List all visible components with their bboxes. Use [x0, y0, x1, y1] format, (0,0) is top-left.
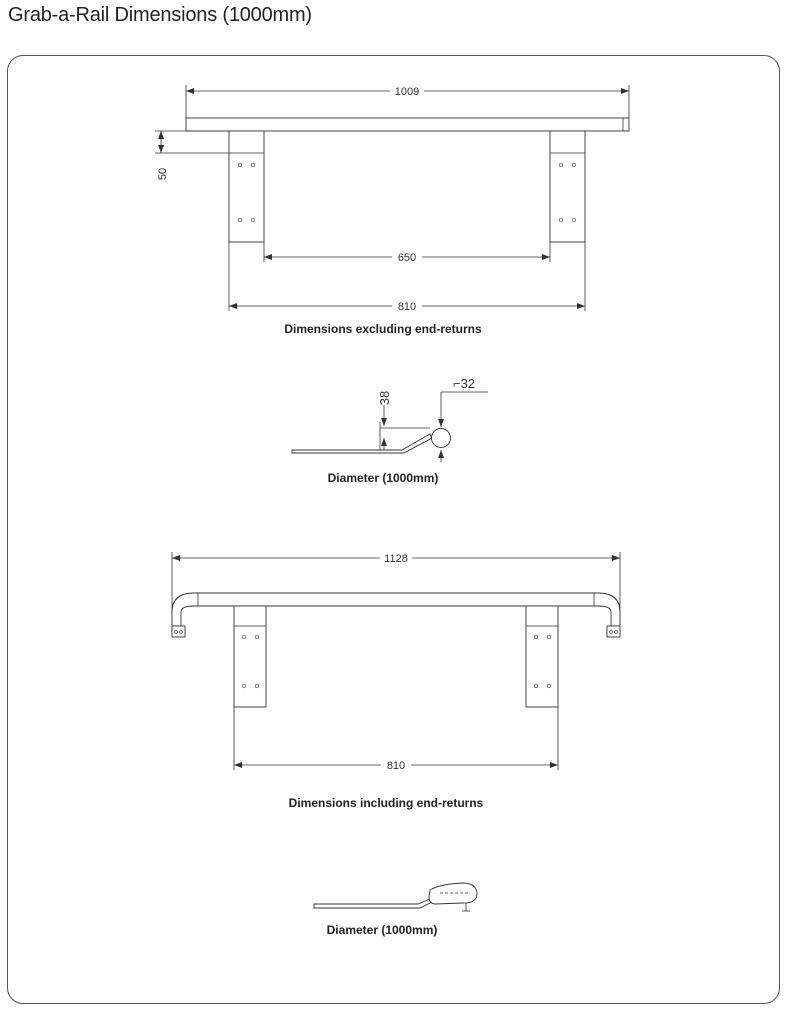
end-return-profile — [429, 883, 477, 904]
dim-standoff: 50 — [157, 167, 169, 181]
rail-bar — [186, 118, 629, 131]
bracket-right — [550, 131, 585, 242]
dim-diameter: ⌐32 — [453, 376, 476, 391]
end-cap-left — [172, 626, 185, 637]
dim-inner-span: 650 — [397, 252, 417, 264]
dim-projection: 38 — [377, 390, 392, 406]
bracket-right-2 — [526, 606, 558, 707]
rail-tube-section — [432, 429, 451, 448]
profile-view-2 — [314, 883, 477, 937]
end-cap-right — [607, 626, 620, 637]
caption-profile-1: Diameter (1000mm) — [327, 471, 439, 485]
dim-bracket-span: 810 — [397, 301, 417, 313]
caption-profile-2: Diameter (1000mm) — [326, 923, 438, 937]
caption-excluding-end-returns: Dimensions excluding end-returns — [284, 322, 482, 336]
page-title: Grab-a-Rail Dimensions (1000mm) — [8, 4, 312, 26]
dim-bracket-span-2: 810 — [386, 760, 406, 772]
rail-excluding-end-returns — [155, 85, 629, 336]
dim-overall-length-2: 1128 — [384, 553, 408, 565]
caption-including-end-returns: Dimensions including end-returns — [288, 796, 484, 810]
rail-including-end-returns — [172, 552, 620, 810]
dim-overall-length: 1009 — [394, 86, 420, 98]
profile-view-1 — [292, 376, 488, 485]
bracket-left-2 — [234, 606, 266, 707]
bracket-left — [229, 131, 264, 242]
